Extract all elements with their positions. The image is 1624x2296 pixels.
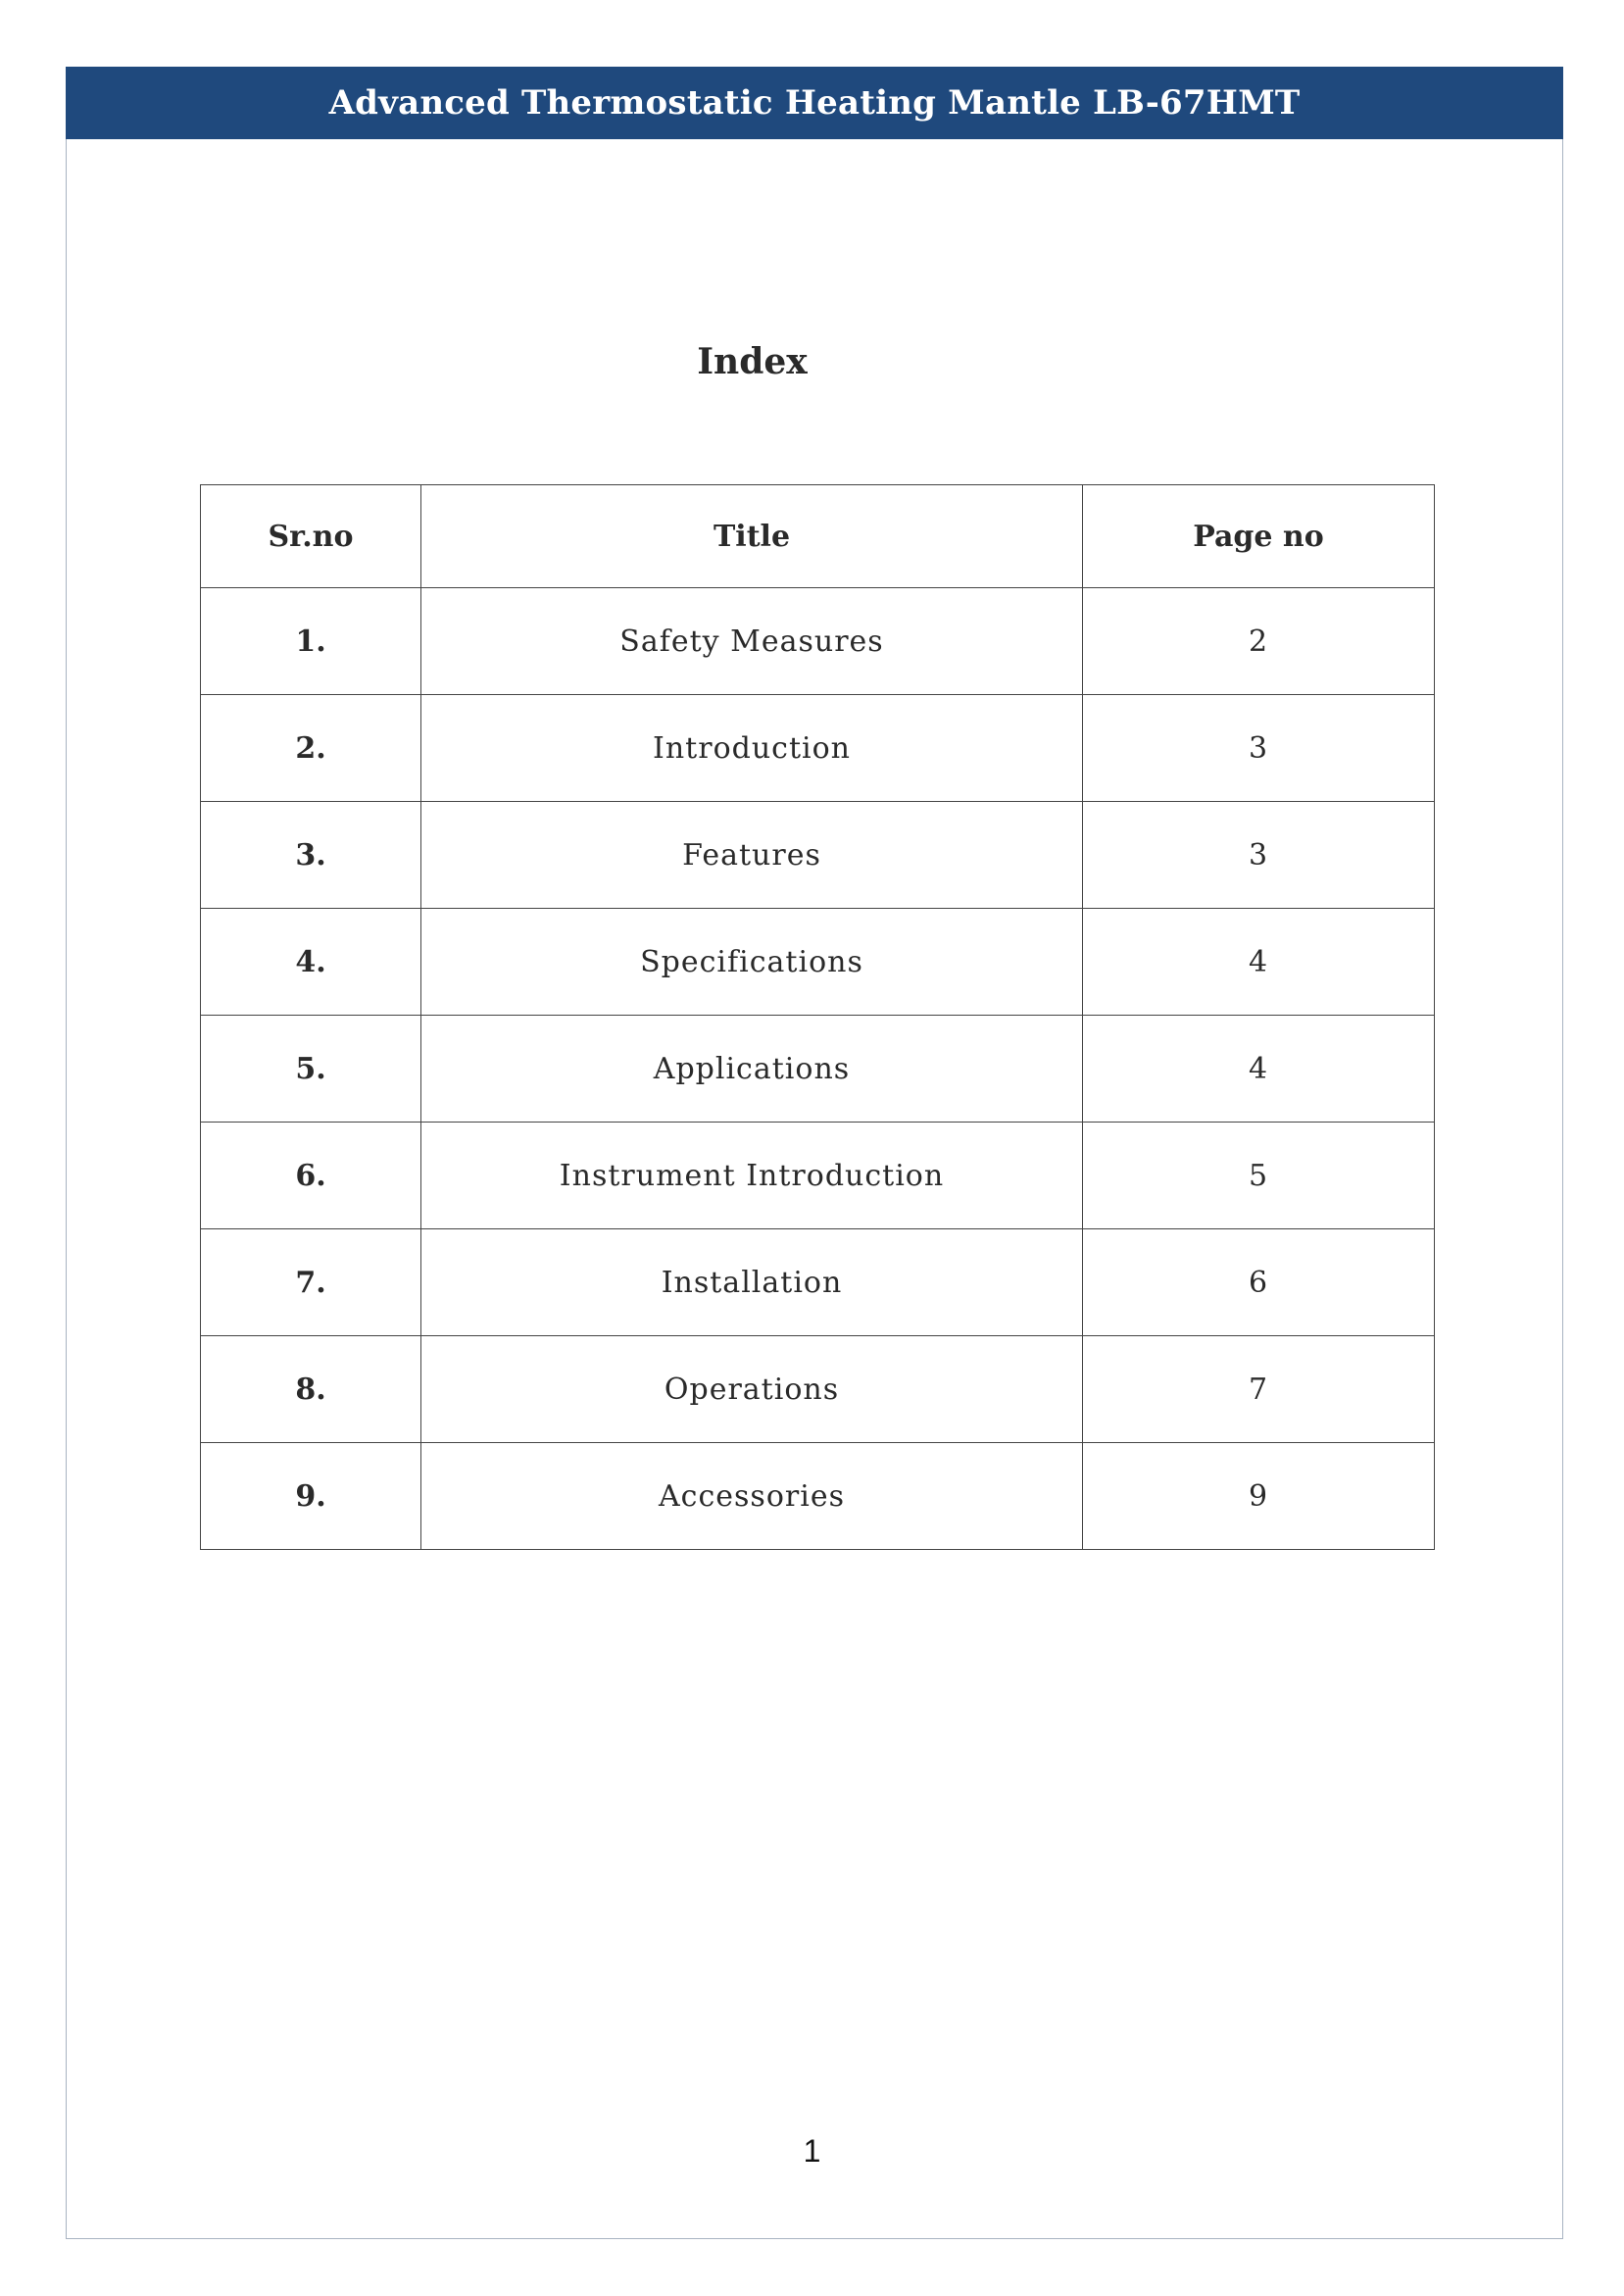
row-sr-no: 7. [201,1229,421,1336]
column-header-sr-no: Sr.no [201,485,421,588]
row-title: Operations [421,1336,1083,1443]
row-sr-no: 3. [201,802,421,909]
row-sr-no: 6. [201,1123,421,1229]
row-page-no: 7 [1083,1336,1435,1443]
row-sr-no: 2. [201,695,421,802]
row-page-no: 2 [1083,588,1435,695]
document-title: Advanced Thermostatic Heating Mantle LB-67HMT [328,83,1301,123]
table-row [201,1336,1435,1443]
table-row [201,909,1435,1016]
header-bar [66,67,1563,139]
row-title: Accessories [421,1443,1083,1550]
row-sr-no: 1. [201,588,421,695]
row-sr-no: 8. [201,1336,421,1443]
row-sr-no: 4. [201,909,421,1016]
table-row [201,1123,1435,1229]
row-title: Applications [421,1016,1083,1123]
row-title: Introduction [421,695,1083,802]
row-page-no: 3 [1083,802,1435,909]
row-title: Features [421,802,1083,909]
table-row [201,1016,1435,1123]
row-sr-no: 9. [201,1443,421,1550]
row-page-no: 4 [1083,1016,1435,1123]
table-row [201,588,1435,695]
table-row [201,802,1435,909]
index-heading: Index [697,341,808,382]
table-row [201,1229,1435,1336]
row-title: Specifications [421,909,1083,1016]
column-header-page-no: Page no [1083,485,1435,588]
table-row [201,1443,1435,1550]
row-page-no: 4 [1083,909,1435,1016]
row-title: Installation [421,1229,1083,1336]
row-page-no: 5 [1083,1123,1435,1229]
row-title: Instrument Introduction [421,1123,1083,1229]
table-row [201,695,1435,802]
row-page-no: 6 [1083,1229,1435,1336]
table-header-row [201,485,1435,588]
column-header-title: Title [421,485,1083,588]
page-number: 1 [803,2133,821,2169]
row-page-no: 3 [1083,695,1435,802]
row-sr-no: 5. [201,1016,421,1123]
row-page-no: 9 [1083,1443,1435,1550]
row-title: Safety Measures [421,588,1083,695]
index-table [200,484,1435,1550]
